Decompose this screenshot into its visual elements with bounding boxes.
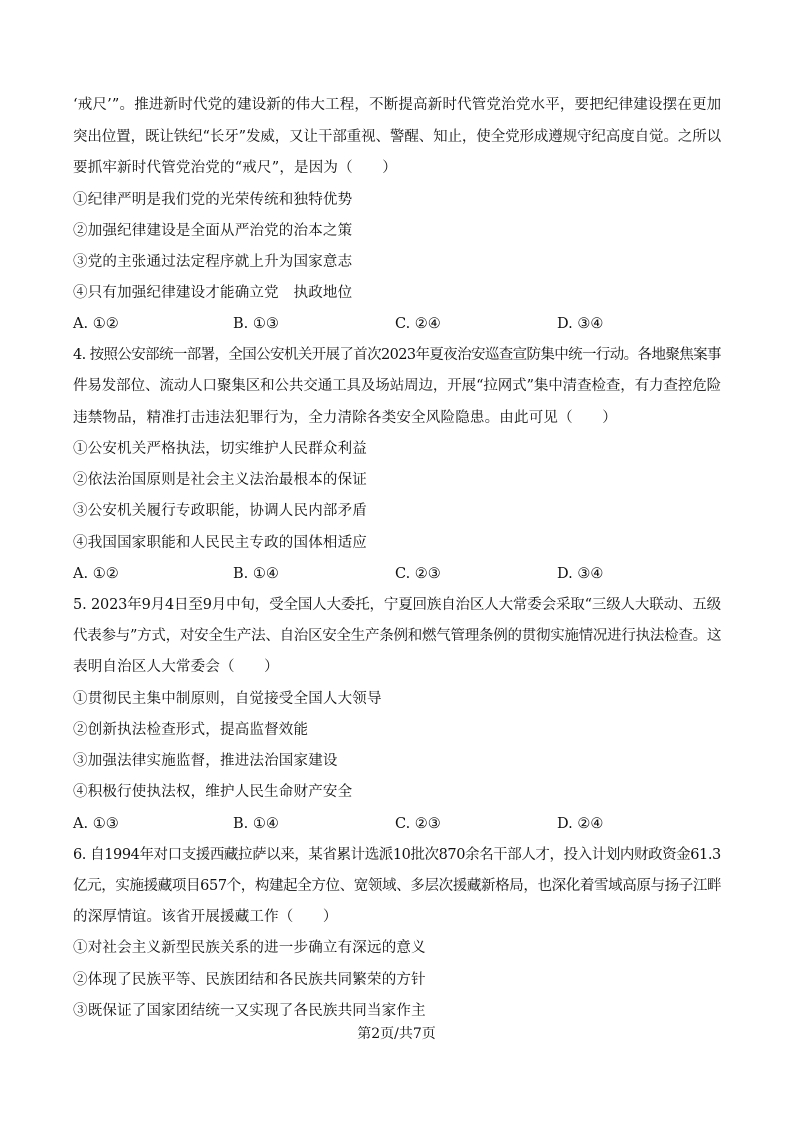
q4-option-c: C. ②③ bbox=[395, 566, 441, 582]
q3-statement-1: ①纪律严明是我们党的光荣传统和独特优势 bbox=[73, 192, 353, 208]
q6-statement-2: ②体现了民族平等、民族团结和各民族共同繁荣的方针 bbox=[73, 972, 426, 988]
q6-stem-line-1: 6. 自1994年对口支援西藏拉萨以来，某省累计选派10批次870余名干部人才，投入计划内财政资金61.3 bbox=[73, 847, 721, 863]
q4-statement-4: ④我国国家职能和人民民主专政的国体相适应 bbox=[73, 535, 367, 551]
q6-statement-1: ①对社会主义新型民族关系的进一步确立有深远的意义 bbox=[73, 940, 426, 956]
q3-statement-3: ③党的主张通过法定程序就上升为国家意志 bbox=[73, 254, 353, 270]
page-number: 第2页/共7页 bbox=[357, 1026, 436, 1042]
q4-stem-line-1: 4. 按照公安部统一部署，全国公安机关开展了首次2023年夏夜治安巡查宣防集中统一行动。各地聚焦案事 bbox=[73, 347, 721, 363]
q6-stem-line-2: 亿元，实施援藏项目657个，构建起全方位、宽领域、多层次援藏新格局，也深化着雪域高原与扬子江畔 bbox=[73, 878, 722, 894]
q4-stem-line-2: 件易发部位、流动人口聚集区和公共交通工具及场站周边，开展“拉网式”集中清查检查，有力查控危险 bbox=[73, 378, 722, 394]
q6-statement-3: ③既保证了国家团结统一又实现了各民族共同当家作主 bbox=[73, 1003, 426, 1019]
q3-stem-line-2: 突出位置，既让铁纪“长牙”发威，又让干部重视、警醒、知止，使全党形成遵规守纪高度自觉。之所以 bbox=[73, 129, 722, 145]
q5-statement-4: ④积极行使执法权，维护人民生命财产安全 bbox=[73, 784, 353, 800]
q3-options bbox=[73, 314, 713, 334]
q4-statement-2: ②依法治国原则是社会主义法治最根本的保证 bbox=[73, 472, 367, 488]
q4-options bbox=[73, 564, 713, 584]
q4-stem-line-3: 违禁物品，精准打击违法犯罪行为，全力清除各类安全风险隐患。由此可见（ ） bbox=[73, 410, 617, 426]
q3-option-a: A. ①② bbox=[73, 316, 119, 332]
q5-statement-1: ①贯彻民主集中制原则，自觉接受全国人大领导 bbox=[73, 691, 382, 707]
q4-option-a: A. ①② bbox=[73, 566, 119, 582]
q3-stem-line-3: 要抓牢新时代管党治党的“戒尺”，是因为（ ） bbox=[73, 160, 397, 176]
q5-option-b: B. ①④ bbox=[233, 816, 279, 832]
q5-option-c: C. ②③ bbox=[395, 816, 441, 832]
q3-statement-2: ②加强纪律建设是全面从严治党的治本之策 bbox=[73, 223, 353, 239]
q4-option-d: D. ③④ bbox=[557, 566, 604, 582]
q3-option-b: B. ①③ bbox=[233, 316, 279, 332]
q5-option-a: A. ①③ bbox=[73, 816, 119, 832]
q5-statement-3: ③加强法律实施监督，推进法治国家建设 bbox=[73, 753, 338, 769]
q3-option-d: D. ③④ bbox=[557, 316, 604, 332]
q3-statement-4: ④只有加强纪律建设才能确立党 执政地位 bbox=[73, 285, 353, 301]
q4-statement-1: ①公安机关严格执法，切实维护人民群众利益 bbox=[73, 441, 367, 457]
q5-stem-line-1: 5. 2023年9月4日至9月中旬，受全国人大委托，宁夏回族自治区人大常委会采取“三级人大联动、五级 bbox=[73, 597, 721, 613]
q6-stem-line-3: 的深厚情谊。该省开展援藏工作（ ） bbox=[73, 909, 338, 925]
q3-stem-line-1: ‘戒尺’”。推进新时代党的建设新的伟大工程，不断提高新时代管党治党水平，要把纪律建设摆在更加 bbox=[73, 97, 722, 113]
q5-option-d: D. ②④ bbox=[557, 816, 604, 832]
q3-option-c: C. ②④ bbox=[395, 316, 441, 332]
q5-stem-line-3: 表明自治区人大常委会（ ） bbox=[73, 659, 279, 675]
q5-statement-2: ②创新执法检查形式，提高监督效能 bbox=[73, 722, 309, 738]
q5-stem-line-2: 代表参与”方式，对安全生产法、自治区安全生产条例和燃气管理条例的贯彻实施情况进行执法检查。这 bbox=[73, 628, 722, 644]
q4-statement-3: ③公安机关履行专政职能，协调人民内部矛盾 bbox=[73, 503, 367, 519]
q4-option-b: B. ①④ bbox=[233, 566, 279, 582]
q5-options bbox=[73, 814, 713, 834]
